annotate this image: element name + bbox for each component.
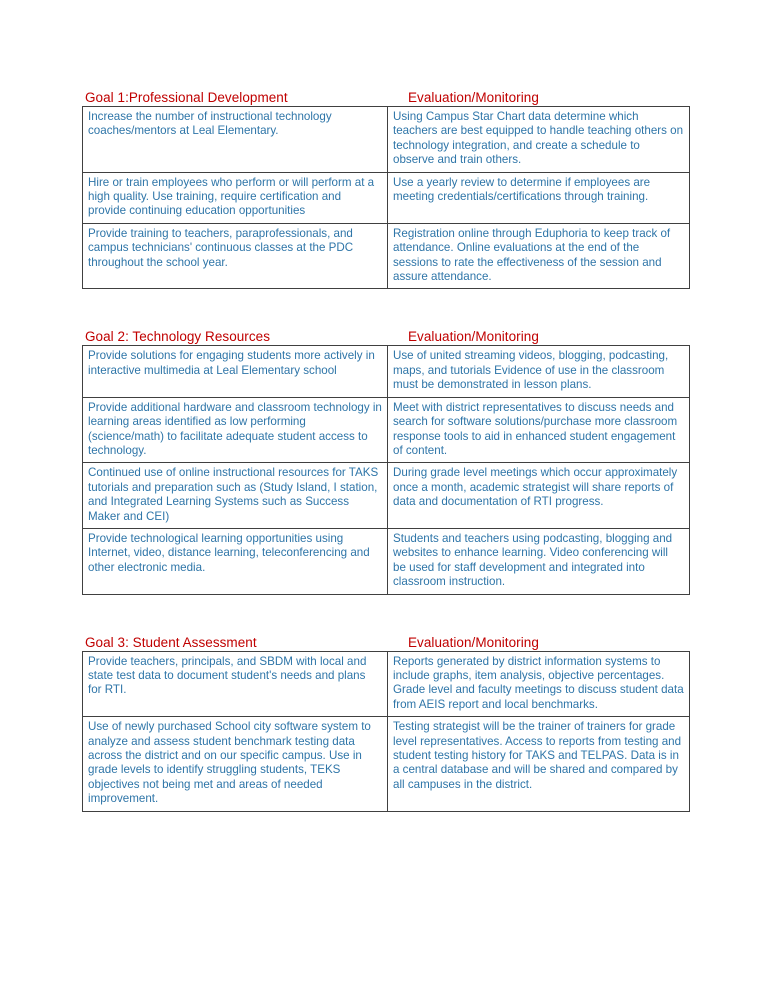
goal-cell [83, 172, 388, 223]
goal-cell-text: Provide technological learning opportunities using Internet, video, distance learning, teleconferencing and other electronic media. [88, 531, 370, 574]
goal-cell-text: Provide solutions for engaging students more actively in interactive multimedia at Leal Elementary school [88, 349, 375, 377]
goal-cell [83, 223, 388, 289]
evaluation-cell [388, 717, 690, 811]
table-row [83, 397, 690, 463]
goal-cell [83, 107, 388, 173]
evaluation-cell-text: Students and teachers using podcasting, blogging and websites to enhance learning. Video conferencing will be used for staff development and integrated into classroom instruction. [393, 531, 673, 589]
goal-cell-text: Hire or train employees who perform or will perform at a high quality. Use training, require certification and provide continuing education opportunities [88, 175, 375, 218]
goal-cell [83, 717, 388, 811]
goal-3-header [82, 631, 689, 650]
goal-1-table [82, 106, 690, 289]
evaluation-cell-text: Use of united streaming videos, blogging, podcasting, maps, and tutorials Evidence of use in the classroom must be demonstrated in lesson plans. [393, 349, 669, 392]
goal-cell-text: Continued use of online instructional resources for TAKS tutorials and preparation such as (Study Island, I station, and Integrated Learning Systems such as Success Maker and CEI) [88, 466, 379, 523]
goal-cell-text: Increase the number of instructional technology coaches/mentors at Leal Elementary. [88, 110, 332, 138]
evaluation-cell-text: Using Campus Star Chart data determine which teachers are best equipped to handle teaching others on technology integration, and create a schedule to observe and train others. [393, 110, 684, 167]
goal-cell [83, 651, 388, 717]
evaluation-cell [388, 172, 690, 223]
goal-3-table [82, 651, 690, 812]
evaluation-cell-text: Registration online through Eduphoria to keep track of attendance. Online evaluations at the end of the sessions to rate the effectiveness of the session and assure attendance. [393, 226, 671, 284]
table-row [83, 223, 690, 289]
evaluation-cell-text: Reports generated by district information systems to include graphs, item analysis, objective percentages. Grade level and faculty meetings to discuss student data from AEIS report and local benchmarks. [393, 654, 684, 711]
goal-cell-text: Provide teachers, principals, and SBDM with local and state test data to document student's needs and plans for RTI. [88, 654, 367, 697]
evaluation-cell-text: During grade level meetings which occur approximately once a month, academic strategist will share reports of data and documentation of RTI progress. [393, 466, 678, 509]
goal-cell-text: Provide training to teachers, paraprofessionals, and campus technicians' continuous classes at the PDC throughout the school year. [88, 226, 354, 269]
table-row [83, 528, 690, 594]
table-row [83, 107, 690, 173]
table-row [83, 651, 690, 717]
evaluation-cell [388, 397, 690, 463]
evaluation-cell-text: Use a yearly review to determine if employees are meeting credentials/certifications through training. [393, 175, 651, 204]
evaluation-cell [388, 346, 690, 397]
document-body [82, 86, 689, 812]
goal-cell [83, 463, 388, 529]
table-row [83, 717, 690, 811]
table-row [83, 463, 690, 529]
goal-cell-text: Use of newly purchased School city software system to analyze and assess student benchmark testing data across the district and on our specific campus. Use in grade levels to identify struggling students, TEKS objectives not being met and areas of needed improvement. [88, 720, 371, 806]
goal-cell-text: Provide additional hardware and classroom technology in learning areas identified as low performing (science/math) to facilitate adequate student access to technology. [88, 400, 382, 457]
evaluation-cell-text: Meet with district representatives to discuss needs and search for software solutions/purchase more classroom response tools to aid in enhanced student engagement of content. [393, 400, 678, 457]
goal-1-title: Goal 1:Professional Development [85, 90, 288, 105]
goal-3-evaluation-title: Evaluation/Monitoring [408, 634, 539, 650]
goal-2-title: Goal 2: Technology Resources [85, 329, 271, 345]
goal-1-header [82, 86, 689, 105]
evaluation-cell [388, 463, 690, 529]
evaluation-cell [388, 651, 690, 717]
goal-3-title: Goal 3: Student Assessment [85, 634, 257, 650]
goal-2-table [82, 345, 690, 594]
goal-section-3 [82, 631, 689, 812]
goal-section-1 [82, 86, 689, 289]
goal-section-2 [82, 325, 689, 594]
goal-1-evaluation-title: Evaluation/Monitoring [408, 90, 539, 105]
goal-2-header [82, 325, 689, 344]
goal-cell [83, 346, 388, 397]
evaluation-cell [388, 223, 690, 289]
goal-2-evaluation-title: Evaluation/Monitoring [408, 329, 539, 345]
goal-cell [83, 528, 388, 594]
evaluation-cell [388, 107, 690, 173]
table-row [83, 346, 690, 397]
goal-cell [83, 397, 388, 463]
evaluation-cell [388, 528, 690, 594]
table-row [83, 172, 690, 223]
evaluation-cell-text: Testing strategist will be the trainer of trainers for grade level representatives. Access to reports from testing and student testing history for TAKS and TELPAS. Data is in a central database and will be shared and compared by all campuses in the district. [393, 720, 682, 791]
